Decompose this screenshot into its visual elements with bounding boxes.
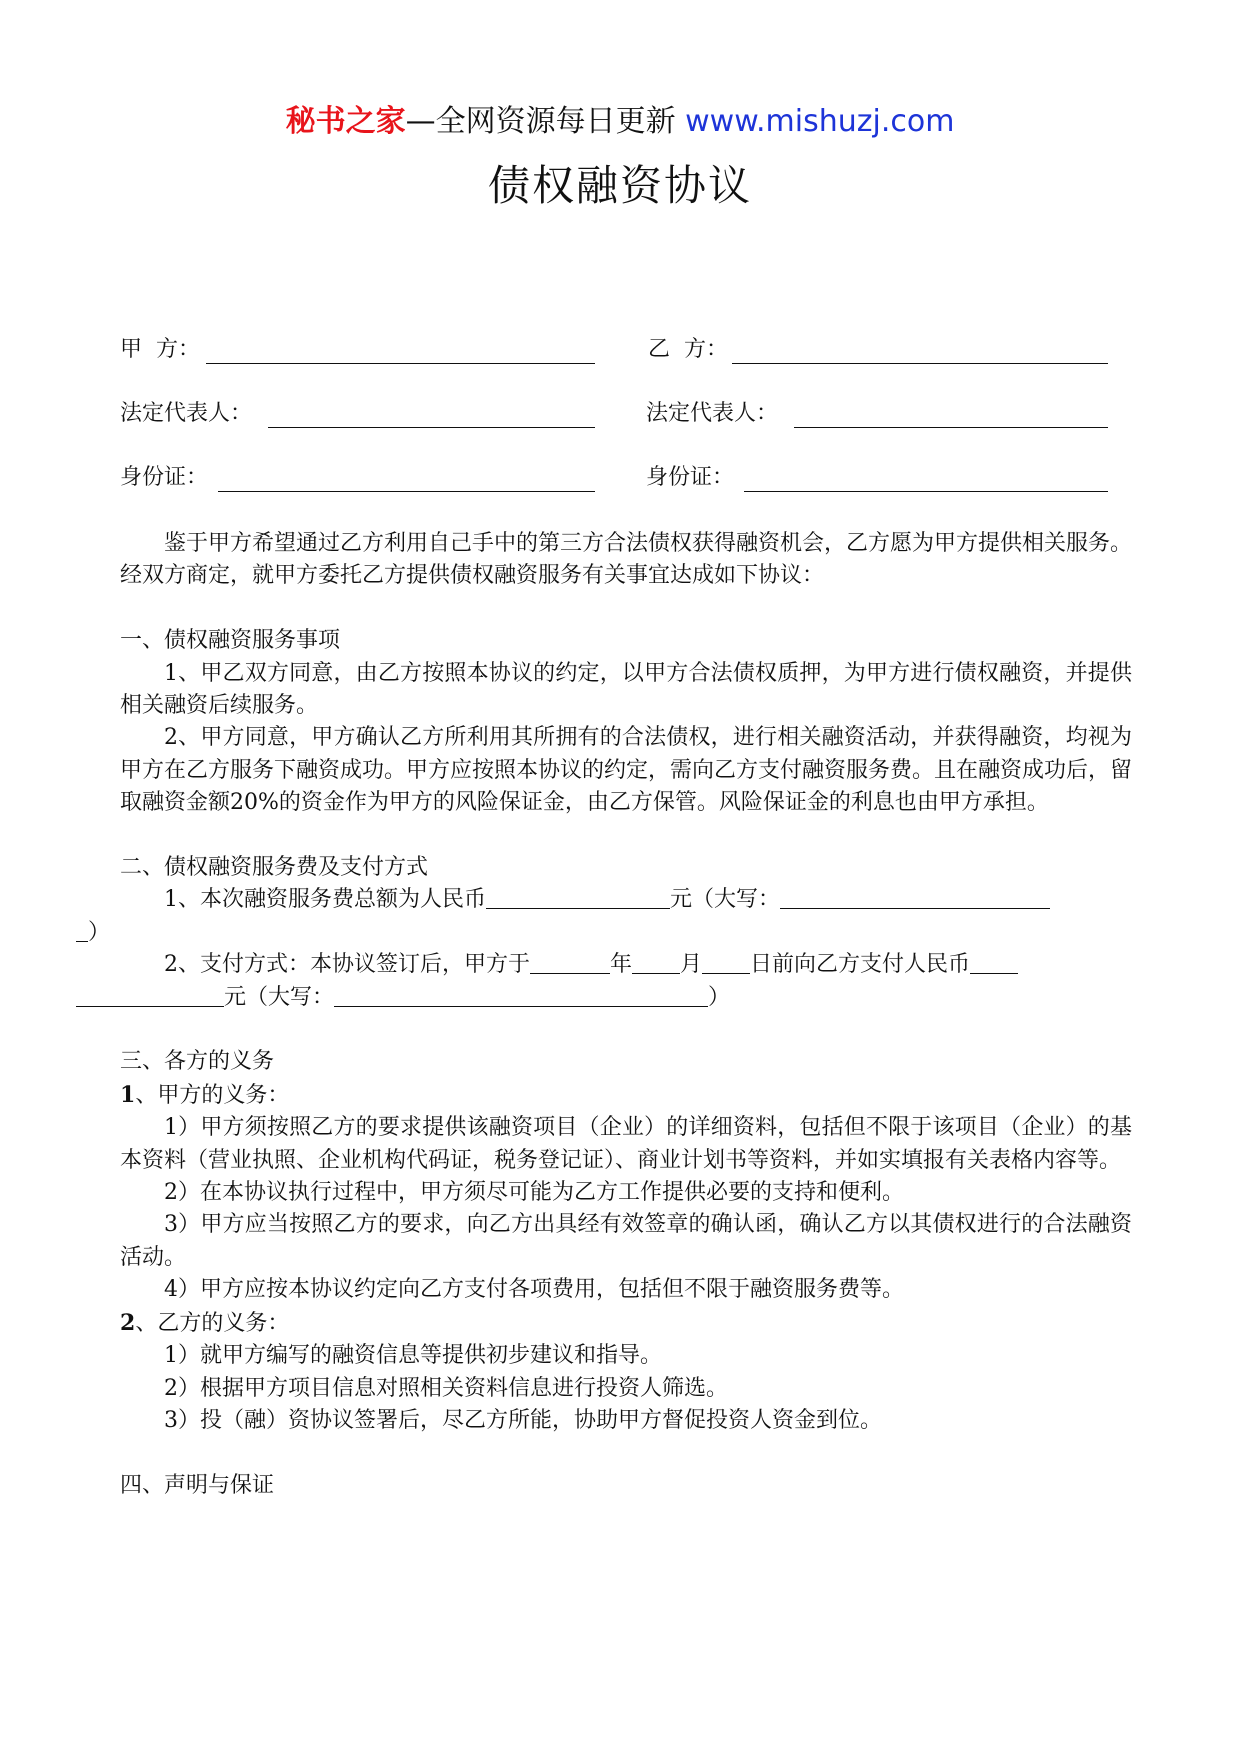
party-a-id-label: 身份证：: [120, 465, 209, 490]
payment-close-paren: ）: [708, 984, 731, 1010]
party-a-blank[interactable]: [206, 363, 595, 364]
section-2-item-1: [88, 884, 1132, 949]
party-a-obligation-4: 4）甲方应按本协议约定向乙方支付各项费用，包括但不限于融资服务费等。: [164, 1277, 904, 1303]
party-b-rep-label: 法定代表人：: [646, 401, 779, 426]
fee-close-paren: ）: [88, 919, 111, 945]
payment-year-label: 年: [610, 952, 633, 978]
fee-total-label: 1、本次融资服务费总额为人民币: [164, 887, 486, 913]
section-2-item-2: [120, 949, 1132, 1014]
party-b-id-row: [646, 458, 1108, 498]
section-1-item-1: 1、甲乙双方同意，由乙方按照本协议的约定，以甲方合法债权质押，为甲方进行债权融资，并提供相关融资后续服务。: [120, 660, 1132, 719]
payment-day-blank[interactable]: [702, 951, 750, 974]
party-a-obligations-heading: [120, 1079, 1132, 1112]
payment-month-label: 月: [680, 952, 703, 978]
party-b-id-label: 身份证：: [646, 465, 735, 490]
fee-capital-label: 元（大写：: [670, 887, 781, 913]
payment-year-blank[interactable]: [530, 951, 610, 974]
section-1-item-2: 2、甲方同意，甲方确认乙方所利用其所拥有的合法债权，进行相关融资活动，并获得融资，均视为甲方在乙方服务下融资成功。甲方应按照本协议的约定，需向乙方支付融资服务费。且在融资成功后，留取融资金额20%的资金作为甲方的风险保证金，由乙方保管。风险保证金的利息也由甲方承担。: [120, 725, 1133, 816]
banner-url-link[interactable]: www.mishuzj.com: [685, 104, 955, 139]
party-b-label: 乙 方：: [648, 337, 728, 362]
fee-capital-blank[interactable]: [780, 886, 1050, 909]
agreement-body: [88, 528, 1133, 1502]
party-b-blank[interactable]: [732, 363, 1108, 364]
party-b-obligations-number: 2: [120, 1309, 136, 1336]
payment-capital-label: 元（大写：: [224, 984, 335, 1010]
payment-month-blank[interactable]: [632, 951, 680, 974]
preamble-paragraph: 鉴于甲方希望通过乙方利用自己手中的第三方合法债权获得融资机会，乙方愿为甲方提供相关服务。经双方商定，就甲方委托乙方提供债权融资服务有关事宜达成如下协议：: [120, 531, 1133, 589]
party-a-row: [120, 330, 595, 370]
payment-method-label: 2、支付方式：本协议签订后，甲方于: [164, 952, 530, 978]
party-b-obligations-title: 、乙方的义务：: [135, 1310, 290, 1336]
fee-capital-blank-cont[interactable]: [76, 919, 88, 942]
spacer: [120, 1014, 1132, 1046]
section-1-heading: 一、债权融资服务事项: [120, 628, 341, 654]
party-b-obligation-3: 3）投（融）资协议签署后，尽乙方所能，协助甲方督促投资人资金到位。: [164, 1407, 882, 1433]
party-b-id-blank[interactable]: [744, 491, 1108, 492]
party-a-obligation-2: 2）在本协议执行过程中，甲方须尽可能为乙方工作提供必要的支持和便利。: [164, 1180, 904, 1206]
party-a-obligation-3: 3）甲方应当按照乙方的要求，向乙方出具经有效签章的确认函，确认乙方以其债权进行的合法融资活动。: [120, 1212, 1132, 1270]
spacer: [120, 820, 1132, 852]
party-b-obligations-heading: [120, 1307, 1132, 1340]
party-b-rep-blank[interactable]: [794, 427, 1108, 428]
party-a-rep-label: 法定代表人：: [120, 401, 253, 426]
party-b-obligation-1: 1）就甲方编写的融资信息等提供初步建议和指导。: [164, 1343, 662, 1369]
party-b-row: [648, 330, 1108, 370]
party-a-obligations-number: 1: [120, 1081, 136, 1108]
party-b-obligation-2: 2）根据甲方项目信息对照相关资料信息进行投资人筛选。: [164, 1375, 728, 1401]
section-4-heading: 四、声明与保证: [120, 1472, 275, 1498]
party-a-id-row: [120, 458, 595, 498]
document-title: 债权融资协议: [487, 161, 752, 210]
fee-amount-blank[interactable]: [486, 886, 670, 909]
party-a-obligations-title: 、甲方的义务：: [135, 1082, 290, 1108]
spacer: [120, 1437, 1132, 1469]
party-b-rep-row: [646, 394, 1108, 434]
party-a-obligation-1: 1）甲方须按照乙方的要求提供该融资项目（企业）的详细资料，包括但不限于该项目（企业）的基本资料（营业执照、企业机构代码证，税务登记证）、商业计划书等资料，并如实填报有关表格内容等。: [120, 1115, 1132, 1173]
section-3-heading: 三、各方的义务: [120, 1049, 275, 1075]
party-a-rep-blank[interactable]: [268, 427, 595, 428]
spacer: [120, 593, 1132, 625]
payment-day-label: 日前向乙方支付人民币: [750, 952, 971, 978]
banner-slogan: —全网资源每日更新: [405, 104, 686, 139]
party-a-label: 甲 方：: [120, 337, 200, 362]
party-a-rep-row: [120, 394, 595, 434]
banner-brand: 秘书之家: [285, 104, 406, 139]
payment-capital-blank[interactable]: [334, 984, 708, 1007]
section-2-heading: 二、债权融资服务费及支付方式: [120, 855, 429, 881]
site-banner: [0, 102, 1240, 142]
party-a-id-blank[interactable]: [218, 491, 595, 492]
payment-amount-blank[interactable]: [970, 951, 1018, 974]
payment-amount-blank-cont[interactable]: [76, 984, 224, 1007]
